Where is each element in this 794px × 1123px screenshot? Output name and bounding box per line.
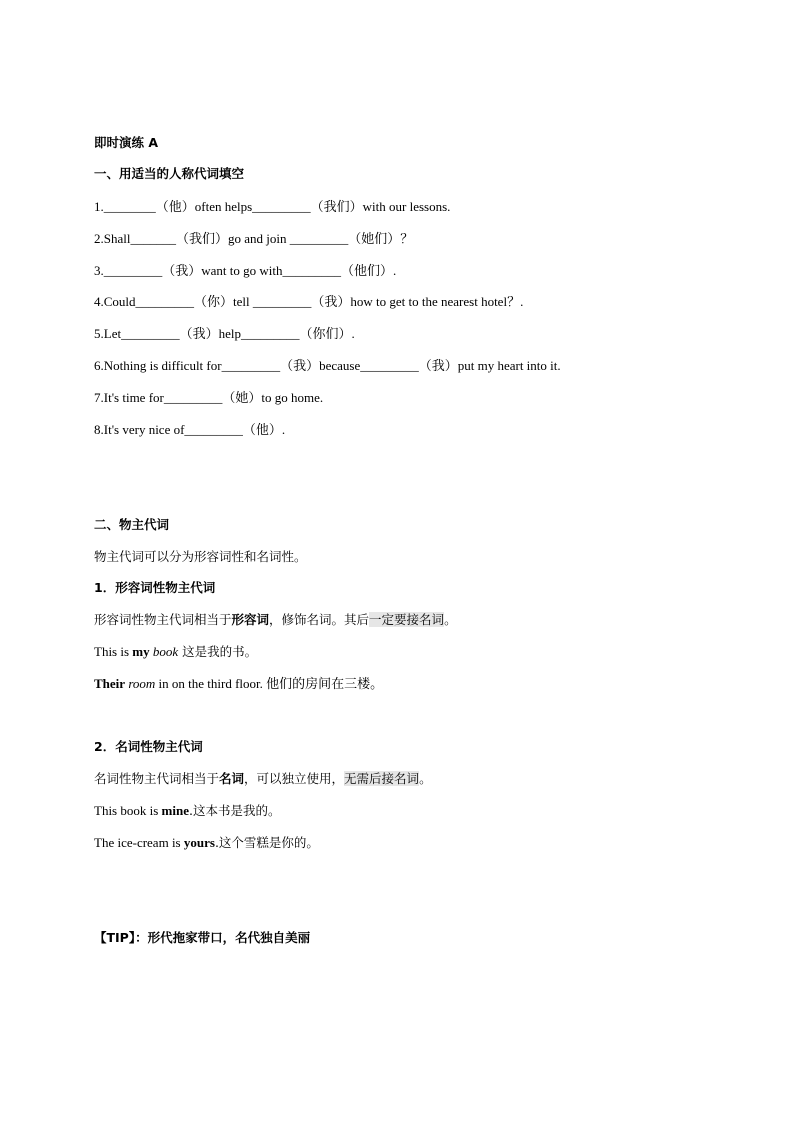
part1-example-2 <box>94 675 383 693</box>
exercise-item-7: 7.It's time for_________（她）to go home. <box>94 390 324 405</box>
part2-desc-e: 。 <box>419 771 432 786</box>
exercise-item-5: 5.Let_________（我）help_________（你们）. <box>94 326 355 341</box>
part2-example-1 <box>94 802 280 820</box>
section-b-intro: 物主代词可以分为形容词性和名词性。 <box>94 549 307 564</box>
tip-line <box>94 929 310 947</box>
section-a-title: 即时演练 A <box>94 135 159 150</box>
part1-ex2-c: room <box>128 676 156 691</box>
part2-ex2-a: The ice-cream is <box>94 835 184 850</box>
exercise-item-4: 4.Could_________（你）tell _________（我）how to get to the nearest hotel？. <box>94 294 524 309</box>
part1-ex2-d: in on the third floor. 他们的房间在三楼。 <box>155 676 384 691</box>
part2-desc-c: ，可以独立使用， <box>244 771 345 786</box>
part2-ex1-b: mine <box>161 803 189 818</box>
part1-desc-a: 形容词性物主代词相当于 <box>94 612 232 627</box>
part1-heading: 1．形容词性物主代词 <box>94 580 216 595</box>
part1-ex2-a: Their <box>94 676 126 691</box>
part1-description <box>94 611 457 629</box>
part1-example-1 <box>94 643 257 661</box>
part1-ex1-d: book <box>152 644 179 659</box>
part2-ex2-b: yours <box>183 835 215 850</box>
part2-ex1-a: This book is <box>94 803 162 818</box>
part1-ex1-e: 这是我的书。 <box>178 644 258 659</box>
part2-description <box>94 770 432 788</box>
exercise-item-2: 2.Shall_______（我们）go and join _________（她们）？ <box>94 231 414 246</box>
exercise-item-6: 6.Nothing is difficult for_________（我）because_________（我）put my heart into it. <box>94 358 561 373</box>
part2-desc-highlight: 无需后接名词 <box>344 771 420 786</box>
part1-ex1-a: This is <box>94 644 133 659</box>
part1-desc-e: 。 <box>444 612 457 627</box>
part2-example-2 <box>94 834 319 852</box>
exercise-item-8: 8.It's very nice of_________（他）. <box>94 422 286 437</box>
part2-desc-b: 名词 <box>219 771 245 786</box>
tip-label: 【TIP】 <box>94 930 136 945</box>
part1-desc-highlight: 一定要接名词 <box>369 612 445 627</box>
part1-desc-b: 形容词 <box>231 612 270 627</box>
part2-ex1-c: .这本书是我的。 <box>189 803 281 818</box>
part2-ex2-c: .这个雪糕是你的。 <box>214 835 319 850</box>
part1-desc-c: ，修饰名词。其后 <box>269 612 370 627</box>
tip-text: ：形代拖家带口，名代独自美丽 <box>135 930 311 945</box>
part2-heading: 2．名词性物主代词 <box>94 739 203 754</box>
part1-ex1-b: my <box>132 644 150 659</box>
part2-desc-a: 名词性物主代词相当于 <box>94 771 220 786</box>
section-b-title: 二、物主代词 <box>94 517 170 532</box>
exercise-item-3: 3._________（我）want to go with_________（他们）. <box>94 263 397 278</box>
section-a-subtitle: 一、用适当的人称代词填空 <box>94 166 245 181</box>
exercise-item-1: 1.________（他）often helps_________（我们）with our lessons. <box>94 199 451 214</box>
